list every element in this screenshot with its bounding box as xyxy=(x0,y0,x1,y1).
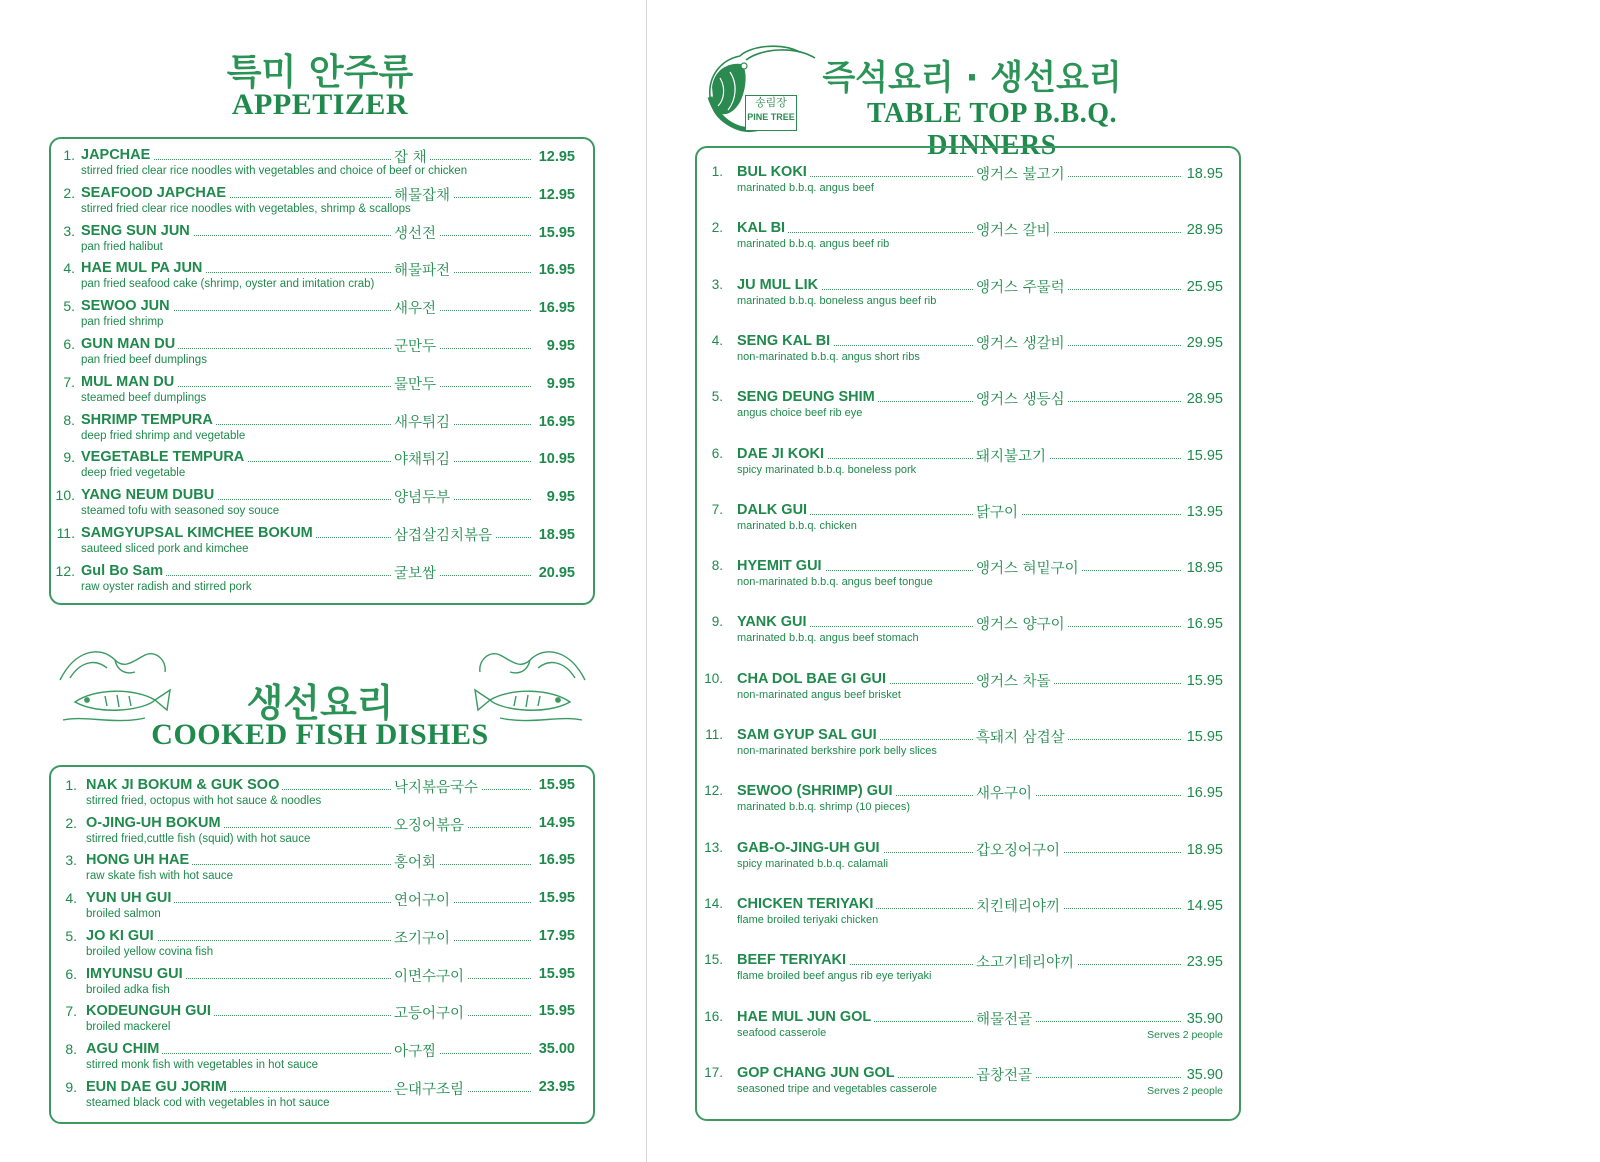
item-number: 2. xyxy=(711,220,723,236)
menu-item xyxy=(51,449,593,487)
item-name: O-JING-UH BOKUM xyxy=(86,815,224,831)
menu-item xyxy=(51,966,593,1004)
item-korean-name: 앵거스 혀밑구이 xyxy=(973,557,1082,578)
appetizer-menu-box xyxy=(49,137,595,605)
item-korean-name: 해물전골 xyxy=(973,1008,1035,1029)
item-korean-name: 연어구이 xyxy=(391,889,453,910)
menu-item xyxy=(51,260,593,298)
item-price: 15.95 xyxy=(1183,448,1223,464)
item-korean-name: 고등어구이 xyxy=(391,1002,467,1023)
item-price: 18.95 xyxy=(1183,560,1223,576)
item-name: YANK GUI xyxy=(737,614,810,630)
menu-item xyxy=(51,298,593,336)
menu-item xyxy=(697,277,1239,333)
item-name: JAPCHAE xyxy=(81,147,153,163)
item-price: 18.95 xyxy=(1183,842,1223,858)
item-price: 35.90 xyxy=(1183,1067,1223,1083)
item-name: GAB-O-JING-UH GUI xyxy=(737,840,883,856)
item-number: 1. xyxy=(65,777,77,793)
item-name: SEWOO JUN xyxy=(81,298,173,314)
menu-item xyxy=(51,1041,593,1079)
item-number: 4. xyxy=(63,260,75,277)
item-description: pan fried shrimp xyxy=(81,316,164,329)
item-name: SENG KAL BI xyxy=(737,333,833,349)
pine-tree-logo-plaque xyxy=(745,95,797,131)
item-price: 18.95 xyxy=(535,527,575,543)
item-description: non-marinated b.b.q. angus beef tongue xyxy=(737,576,933,589)
item-price: 25.95 xyxy=(1183,279,1223,295)
item-price: 18.95 xyxy=(1183,166,1223,182)
item-price: 16.95 xyxy=(535,852,575,868)
item-price: 14.95 xyxy=(1183,898,1223,914)
item-korean-name: 앵거스 주물럭 xyxy=(973,276,1068,297)
bbq-title-english: TABLE TOP B.B.Q. DINNERS xyxy=(867,98,1117,161)
item-korean-name: 이면수구이 xyxy=(391,965,467,986)
item-number: 7. xyxy=(711,501,723,517)
item-korean-name: 갑오징어구이 xyxy=(973,839,1063,860)
item-name: EUN DAE GU JORIM xyxy=(86,1079,230,1095)
item-price: 16.95 xyxy=(535,414,575,430)
item-description: marinated b.b.q. angus beef xyxy=(737,182,874,194)
item-number: 7. xyxy=(63,373,75,390)
item-number: 1. xyxy=(711,164,723,179)
item-number: 11. xyxy=(705,727,723,742)
item-korean-name: 야채튀김 xyxy=(391,448,453,469)
item-korean-name: 곱창전골 xyxy=(973,1064,1035,1085)
item-name: SEAFOOD JAPCHAE xyxy=(81,185,229,201)
leader-dots xyxy=(737,232,1181,233)
item-description: steamed tofu with seasoned soy souce xyxy=(81,505,280,518)
bbq-menu-box xyxy=(695,146,1241,1121)
item-korean-name: 흑돼지 삼겹살 xyxy=(973,726,1068,747)
item-description: pan fried halibut xyxy=(81,240,163,253)
item-number: 10. xyxy=(704,670,723,686)
item-name: GUN MAN DU xyxy=(81,336,178,352)
item-korean-name: 삼겹살김치볶음 xyxy=(391,524,495,545)
item-name: VEGETABLE TEMPURA xyxy=(81,449,247,465)
item-price: 16.95 xyxy=(1183,785,1223,801)
item-number: 8. xyxy=(63,411,75,428)
item-price: 16.95 xyxy=(1183,616,1223,632)
item-korean-name: 새우튀김 xyxy=(391,411,453,432)
item-name: JO KI GUI xyxy=(86,928,157,944)
item-description: non-marinated berkshire pork belly slices xyxy=(737,745,937,757)
item-description: marinated b.b.q. boneless angus beef rib xyxy=(737,294,937,307)
item-price: 12.95 xyxy=(535,149,575,165)
item-name: YANG NEUM DUBU xyxy=(81,487,217,503)
item-number: 17. xyxy=(704,1064,723,1080)
menu-item xyxy=(697,727,1239,783)
item-price: 9.95 xyxy=(543,376,575,392)
item-name: HAE MUL JUN GOL xyxy=(737,1009,874,1025)
item-korean-name: 잡 채 xyxy=(391,146,430,167)
right-page xyxy=(647,0,1600,1162)
item-price: 15.95 xyxy=(535,890,575,906)
item-price: 16.95 xyxy=(535,300,575,316)
item-number: 11. xyxy=(56,525,75,541)
item-korean-name: 새우전 xyxy=(391,297,439,318)
appetizer-title-korean: 특미 안주류 xyxy=(226,52,414,93)
menu-item xyxy=(697,446,1239,502)
item-serves-note: Serves 2 people xyxy=(1147,1084,1223,1097)
item-number: 8. xyxy=(711,558,723,574)
menu-item xyxy=(51,336,593,374)
menu-item xyxy=(697,1009,1239,1065)
item-name: Gul Bo Sam xyxy=(81,563,166,579)
item-description: non-marinated b.b.q. angus short ribs xyxy=(737,350,920,363)
logo-english-text: PINE TREE xyxy=(747,112,795,122)
item-name: HYEMIT GUI xyxy=(737,558,825,574)
item-number: 6. xyxy=(711,445,723,461)
item-price: 15.95 xyxy=(1183,729,1223,745)
item-price: 16.95 xyxy=(535,262,575,278)
item-price: 15.95 xyxy=(535,966,575,982)
item-description: spicy marinated b.b.q. boneless pork xyxy=(737,463,917,476)
menu-item xyxy=(51,147,593,185)
item-price: 17.95 xyxy=(535,928,575,944)
item-number: 14. xyxy=(704,895,723,911)
menu-item xyxy=(697,164,1239,220)
menu-item xyxy=(697,220,1239,276)
item-korean-name: 앵거스 갈비 xyxy=(973,219,1054,240)
item-korean-name: 앵거스 양구이 xyxy=(973,613,1068,634)
item-korean-name: 앵거스 불고기 xyxy=(973,163,1068,184)
item-korean-name: 굴보쌈 xyxy=(391,562,439,583)
item-name: SENG DEUNG SHIM xyxy=(737,389,878,405)
fish-wave-illustration-left xyxy=(55,640,175,730)
item-price: 15.95 xyxy=(1183,673,1223,689)
appetizer-title-english: APPETIZER xyxy=(231,88,409,121)
item-price: 13.95 xyxy=(1183,504,1223,520)
item-description: angus choice beef rib eye xyxy=(737,407,863,420)
item-korean-name: 생선전 xyxy=(391,222,439,243)
item-number: 3. xyxy=(65,852,77,869)
item-korean-name: 앵거스 생등심 xyxy=(973,388,1068,409)
item-number: 4. xyxy=(65,890,77,907)
item-name: SEWOO (SHRIMP) GUI xyxy=(737,783,895,799)
item-number: 15. xyxy=(704,952,723,968)
item-number: 2. xyxy=(65,814,77,831)
item-price: 14.95 xyxy=(535,815,575,831)
item-korean-name: 양념두부 xyxy=(391,486,453,507)
item-description: non-marinated angus beef brisket xyxy=(737,688,901,701)
menu-item xyxy=(51,525,593,563)
item-description: broiled salmon xyxy=(86,908,161,921)
item-korean-name: 소고기테리야끼 xyxy=(973,951,1077,972)
item-name: AGU CHIM xyxy=(86,1041,162,1057)
item-name: HONG UH HAE xyxy=(86,852,192,868)
fish-title-english: COOKED FISH DISHES xyxy=(151,718,489,751)
item-price: 15.95 xyxy=(535,1003,575,1019)
item-name: KODEUNGUH GUI xyxy=(86,1003,214,1019)
item-price: 23.95 xyxy=(1183,954,1223,970)
item-korean-name: 아구찜 xyxy=(391,1040,439,1061)
item-price: 35.90 xyxy=(1183,1011,1223,1027)
item-number: 13. xyxy=(704,839,723,855)
menu-item xyxy=(51,815,593,853)
item-korean-name: 홍어회 xyxy=(391,851,439,872)
item-korean-name: 물만두 xyxy=(391,373,439,394)
item-description: flame broiled beef angus rib eye teriyaki xyxy=(737,970,932,983)
item-number: 6. xyxy=(65,965,77,982)
item-description: flame broiled teriyaki chicken xyxy=(737,913,879,926)
item-number: 9. xyxy=(63,449,75,466)
item-description: stirred monk fish with vegetables in hot sauce xyxy=(86,1058,319,1071)
menu-item xyxy=(51,1003,593,1041)
item-description: steamed black cod with vegetables in hot sauce xyxy=(86,1096,330,1109)
item-number: 8. xyxy=(65,1040,77,1057)
item-description: marinated b.b.q. shrimp (10 pieces) xyxy=(737,801,911,814)
item-korean-name: 앵거스 생갈비 xyxy=(973,332,1068,353)
item-price: 15.95 xyxy=(535,777,575,793)
item-price: 10.95 xyxy=(535,451,575,467)
item-number: 7. xyxy=(65,1003,77,1020)
menu-item xyxy=(697,896,1239,952)
menu-item xyxy=(51,374,593,412)
menu-item xyxy=(697,783,1239,839)
menu-item xyxy=(697,671,1239,727)
item-korean-name: 군만두 xyxy=(391,335,439,356)
menu-item xyxy=(51,1079,593,1117)
item-price: 9.95 xyxy=(543,489,575,505)
menu-item xyxy=(51,928,593,966)
item-description: deep fried vegetable xyxy=(81,467,186,480)
item-name: YUN UH GUI xyxy=(86,890,174,906)
item-description: seasoned tripe and vegetables casserole xyxy=(737,1082,937,1095)
item-price: 28.95 xyxy=(1183,222,1223,238)
menu-item xyxy=(51,223,593,261)
item-description: sauteed sliced pork and kimchee xyxy=(81,543,249,555)
item-description: marinated b.b.q. chicken xyxy=(737,519,857,532)
menu-item xyxy=(51,563,593,601)
menu-item xyxy=(51,412,593,450)
menu-item xyxy=(51,487,593,525)
item-description: stirred fried, octopus with hot sauce & noodles xyxy=(86,795,322,807)
menu-item xyxy=(697,389,1239,445)
logo-korean-text: 송림장 xyxy=(755,96,787,109)
item-korean-name: 치킨테리야끼 xyxy=(973,895,1063,916)
item-korean-name: 닭구이 xyxy=(973,501,1021,522)
item-number: 12. xyxy=(55,562,75,579)
item-number: 4. xyxy=(711,332,723,348)
item-name: HAE MUL PA JUN xyxy=(81,260,205,276)
item-name: KAL BI xyxy=(737,220,788,236)
item-number: 3. xyxy=(711,276,723,292)
item-description: broiled mackerel xyxy=(86,1021,171,1034)
item-price: 23.95 xyxy=(535,1079,575,1095)
item-price: 29.95 xyxy=(1183,335,1223,351)
item-name: SHRIMP TEMPURA xyxy=(81,412,216,428)
item-description: broiled yellow covina fish xyxy=(86,945,214,958)
item-description: broiled adka fish xyxy=(86,983,170,996)
fish-title-korean: 생선요리 xyxy=(246,681,394,725)
menu-item xyxy=(697,1065,1239,1121)
item-description: deep fried shrimp and vegetable xyxy=(81,429,246,442)
menu-item xyxy=(51,852,593,890)
bbq-title-korean: 즉석요리 · 생선요리 xyxy=(822,58,1122,98)
item-description: stirred fried clear rice noodles with vegetables and choice of beef or chicken xyxy=(81,165,468,177)
item-name: JU MUL LIK xyxy=(737,277,821,293)
left-page xyxy=(0,0,646,1162)
item-price: 15.95 xyxy=(535,225,575,241)
item-description: pan fried beef dumplings xyxy=(81,354,207,366)
item-korean-name: 앵거스 차돌 xyxy=(973,670,1054,691)
item-description: steamed beef dumplings xyxy=(81,391,207,404)
item-korean-name: 낙지볶음국수 xyxy=(391,776,481,797)
item-description: raw skate fish with hot sauce xyxy=(86,870,234,883)
item-name: SAM GYUP SAL GUI xyxy=(737,727,880,743)
item-korean-name: 해물파전 xyxy=(391,259,453,280)
item-description: marinated b.b.q. angus beef stomach xyxy=(737,632,919,645)
item-name: SAMGYUPSAL KIMCHEE BOKUM xyxy=(81,525,316,541)
item-name: SENG SUN JUN xyxy=(81,223,193,239)
item-korean-name: 오징어볶음 xyxy=(391,814,467,835)
item-korean-name: 조기구이 xyxy=(391,927,453,948)
item-name: NAK JI BOKUM & GUK SOO xyxy=(86,777,282,793)
item-description: stirred fried clear rice noodles with vegetables, shrimp & scallops xyxy=(81,202,411,215)
item-number: 12. xyxy=(704,783,723,799)
item-korean-name: 돼지불고기 xyxy=(973,445,1049,466)
item-number: 5. xyxy=(65,927,77,944)
item-name: BUL KOKI xyxy=(737,164,810,180)
fish-menu-box xyxy=(49,765,595,1124)
item-price: 28.95 xyxy=(1183,391,1223,407)
item-description: seafood casserole xyxy=(737,1026,827,1039)
item-number: 5. xyxy=(711,389,723,405)
item-price: 35.00 xyxy=(535,1041,575,1057)
item-number: 3. xyxy=(63,222,75,239)
menu-item xyxy=(697,840,1239,896)
item-name: MUL MAN DU xyxy=(81,374,177,390)
item-number: 2. xyxy=(63,184,75,201)
item-name: CHA DOL BAE GI GUI xyxy=(737,671,889,687)
item-number: 9. xyxy=(711,614,723,630)
item-number: 10. xyxy=(55,487,75,504)
item-description: raw oyster radish and stirred pork xyxy=(81,580,252,593)
item-name: CHICKEN TERIYAKI xyxy=(737,896,876,912)
fish-wave-illustration-right xyxy=(470,640,590,730)
item-description: stirred fried,cuttle fish (squid) with hot sauce xyxy=(86,832,311,845)
menu-item xyxy=(697,614,1239,670)
item-description: marinated b.b.q. angus beef rib xyxy=(737,238,890,251)
menu-item xyxy=(697,558,1239,614)
item-name: DALK GUI xyxy=(737,502,810,518)
menu-item xyxy=(697,502,1239,558)
item-name: GOP CHANG JUN GOL xyxy=(737,1065,898,1081)
item-number: 16. xyxy=(704,1008,723,1024)
item-number: 5. xyxy=(63,298,75,315)
item-price: 12.95 xyxy=(535,187,575,203)
menu-item xyxy=(697,952,1239,1008)
item-name: DAE JI KOKI xyxy=(737,446,827,462)
item-number: 9. xyxy=(65,1078,77,1095)
item-serves-note: Serves 2 people xyxy=(1147,1028,1223,1041)
item-korean-name: 은대구조림 xyxy=(391,1078,467,1099)
item-number: 6. xyxy=(63,336,75,352)
item-number: 1. xyxy=(63,147,75,163)
item-name: BEEF TERIYAKI xyxy=(737,952,849,968)
item-price: 9.95 xyxy=(543,338,575,354)
item-korean-name: 해물잡채 xyxy=(391,184,453,205)
item-price: 20.95 xyxy=(535,565,575,581)
menu-item xyxy=(697,333,1239,389)
menu-item xyxy=(51,777,593,815)
item-description: pan fried seafood cake (shrimp, oyster and imitation crab) xyxy=(81,278,375,291)
item-description: spicy marinated b.b.q. calamali xyxy=(737,857,889,870)
menu-item xyxy=(51,185,593,223)
item-name: IMYUNSU GUI xyxy=(86,966,186,982)
item-korean-name: 새우구이 xyxy=(973,782,1035,803)
menu-item xyxy=(51,890,593,928)
